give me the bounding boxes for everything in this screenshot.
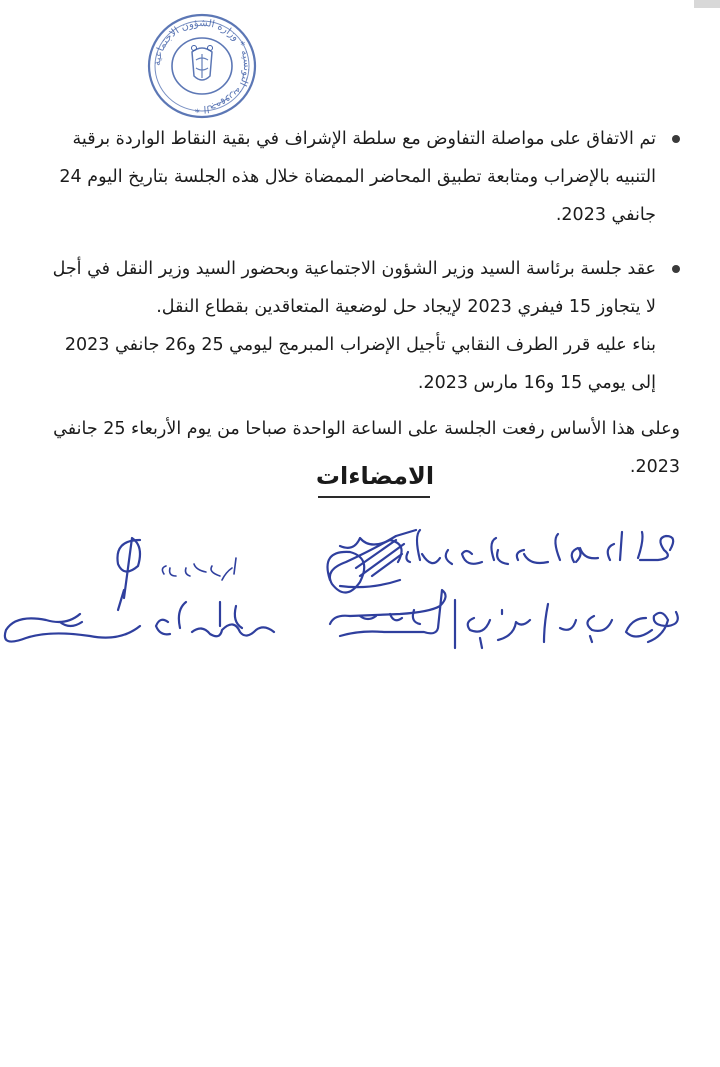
- heading-underline: [318, 496, 430, 498]
- signature-left-top: [117, 538, 140, 610]
- bullet-text: عقد جلسة برئاسة السيد وزير الشؤون الاجتماعية وبحضور السيد وزير النقل في أجل لا يتجاوز 15 فيفري 2023 لإيجاد حل لوضعية المتعاقدين بقطاع النقل.: [52, 259, 656, 317]
- closing-paragraph: وعلى هذا الأساس رفعت الجلسة على الساعة الواحدة صباحا من يوم الأربعاء 25 جانفي 2023.: [53, 419, 680, 477]
- bullet-dot-icon: [672, 265, 680, 273]
- signature-middle: [330, 590, 455, 648]
- signature-looped: [328, 530, 417, 593]
- stamp-ring-text: الجمهورية التونسية * وزارة الشؤون الاجتماعية *: [151, 17, 253, 115]
- signature-rafik: [5, 602, 274, 642]
- official-stamp: [146, 12, 258, 120]
- document-body: [40, 120, 682, 486]
- decision-paragraph: بناء عليه قرر الطرف النقابي تأجيل الإضراب المبرمج ليومي 25 و26 جانفي 2023 إلى يومي 15 و16 مارس 2023.: [64, 335, 656, 393]
- signatures-area: [0, 520, 720, 670]
- bullet-item: [40, 250, 682, 326]
- bullet-item: [40, 120, 682, 234]
- bullet-dot-icon: [672, 135, 680, 143]
- signature-salah-eddine: [340, 530, 673, 564]
- signature-rabii: [162, 558, 236, 580]
- bullet-text: تم الاتفاق على مواصلة التفاوض مع سلطة الإشراف في بقية النقاط الواردة برقية التنبيه بالإضراب ومتابعة تطبيق المحاضر الممضاة خلال هذه الجلسة بتاريخ اليوم 24 جانفي 2023.: [59, 129, 656, 225]
- signature-wajih: [468, 604, 678, 648]
- scan-corner-mark: [694, 0, 720, 8]
- signatures-heading: الامضاءات: [315, 462, 435, 490]
